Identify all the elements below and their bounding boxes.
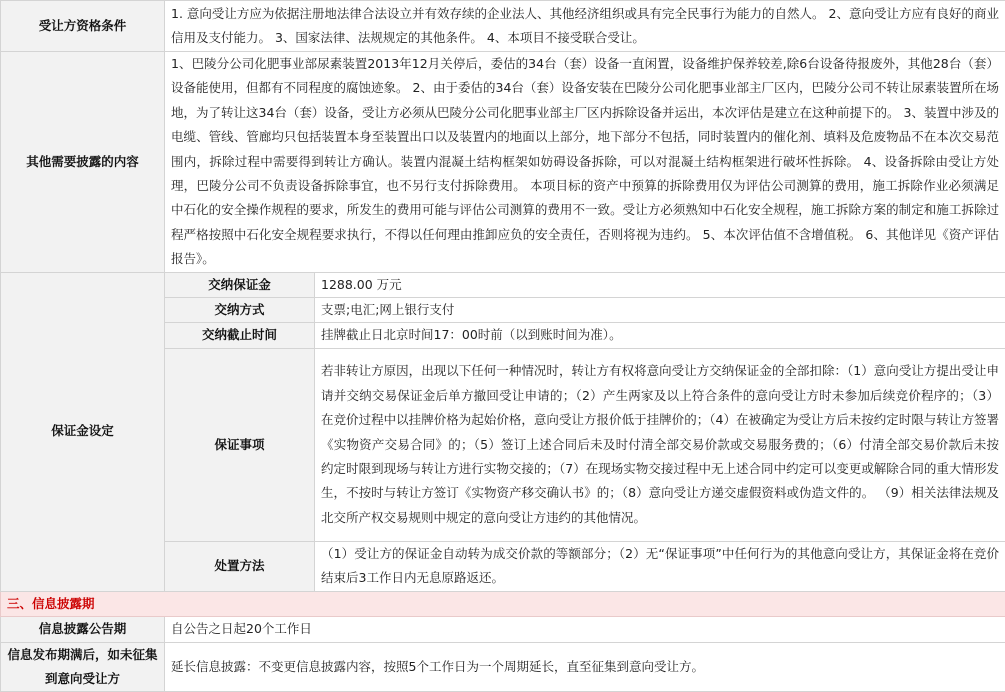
deposit-deadline-label: 交纳截止时间 (165, 323, 315, 348)
section-header-row (1, 591, 1005, 616)
extension-value: 延长信息披露：不变更信息披露内容，按照5个工作日为一个周期延长，直至征集到意向受让方。 (165, 642, 1005, 692)
deposit-matters-value: 若非转让方原因，出现以下任何一种情况时，转让方有权将意向受让方交纳保证金的全部扣除：（1）意向受让方提出受让申请并交纳交易保证金后单方撤回受让申请的；（2）产生两家及以上符合条件的意向受让方时未参加后续竞价程序的；（3）在竞价过程中以挂牌价格为起始价格，意向受让方报价低于挂牌价的；（4）在被确定为受让方后未按约定时限与转让方签署《实物资产交易合同》的；（5）签订上述合同后未及时付清全部交易价款或交易服务费的；（6）付清全部交易价款后未按约定时限到现场与转让方进行实物交接的；（7）在现场实物交接过程中无上述合同中约定可以变更或解除合同的重大情形发生，不按时与转让方签订《实物资产移交确认书》的；（8）意向受让方递交虚假资料或伪造文件的。 （9）相关法律法规及北交所产权交易规则中规定的意向受让方违约的其他情况。 (315, 348, 1005, 541)
qualification-row (1, 1, 1005, 52)
extension-label: 信息发布期满后，如未征集到意向受让方 (1, 642, 165, 692)
deposit-label: 保证金设定 (1, 272, 165, 591)
deposit-amount-label: 交纳保证金 (165, 272, 315, 297)
deposit-handling-value: （1）受让方的保证金自动转为成交价款的等额部分；（2）无“保证事项”中任何行为的其他意向受让方，其保证金将在竞价结束后3工作日内无息原路返还。 (315, 541, 1005, 591)
qualification-text: 1. 意向受让方应为依据注册地法律合法设立并有效存续的企业法人、其他经济组织或具有完全民事行为能力的自然人。 2、意向受让方应有良好的商业信用及支付能力。 3、国家法律、法规规定的其他条件。 4、本项目不接受联合受让。 (165, 1, 1005, 52)
deposit-method-value: 支票;电汇;网上银行支付 (315, 298, 1005, 323)
disclosure-row (1, 52, 1005, 273)
disclosure-text: 1、巴陵分公司化肥事业部尿素装置2013年12月关停后，委估的34台（套）设备一直闲置，设备维护保养较差,除6台设备待报废外，其他28台（套）设备能使用，但都有不同程度的腐蚀迹象。 2、由于委估的34台（套）设备安装在巴陵分公司化肥事业部主厂区内，巴陵分公司不转让尿素装置所在场地，为了转让这34台（套）设备，受让方必须从巴陵分公司化肥事业部主厂区内拆除设备并运出，本次评估是建立在这种前提下的。 3、装置中涉及的电缆、管线、管廊均只包括装置本身至装置出口以及装置内的地面以上部分，地下部分不包括，同时装置内的催化剂、填料及危废物品不在本次交易范围内，拆除过程中需要得到转让方确认。装置内混凝土结构框架如妨碍设备拆除，可以对混凝土结构框架进行破坏性拆除。 4、设备拆除由受让方处理，巴陵分公司不负责设备拆除事宜，也不另行支付拆除费用。 本项目标的资产中预算的拆除费用仅为评估公司测算的费用，施工拆除作业必须满足中石化的安全操作规程的要求，所发生的费用可能与评估公司测算的费用不一致。受让方必须熟知中石化安全规程，施工拆除方案的制定和施工拆除过程严格按照中石化安全规程要求执行，不得以任何理由推卸应负的安全责任，否则将视为违约。 5、本次评估值不含增值税。 6、其他详见《资产评估报告》。 (165, 52, 1005, 273)
disclosure-label: 其他需要披露的内容 (1, 52, 165, 273)
extension-row (1, 642, 1005, 692)
deposit-deadline-value: 挂牌截止日北京时间17：00时前（以到账时间为准）。 (315, 323, 1005, 348)
deposit-handling-label: 处置方法 (165, 541, 315, 591)
deposit-matters-label: 保证事项 (165, 348, 315, 541)
disclosure-period-row (1, 617, 1005, 642)
disclosure-period-label: 信息披露公告期 (1, 617, 165, 642)
qualification-label: 受让方资格条件 (1, 1, 165, 52)
deposit-amount-value: 1288.00 万元 (315, 272, 1005, 297)
section-title: 三、信息披露期 (1, 591, 1005, 616)
disclosure-period-value: 自公告之日起20个工作日 (165, 617, 1005, 642)
deposit-amount-row (1, 272, 1005, 297)
deposit-method-label: 交纳方式 (165, 298, 315, 323)
